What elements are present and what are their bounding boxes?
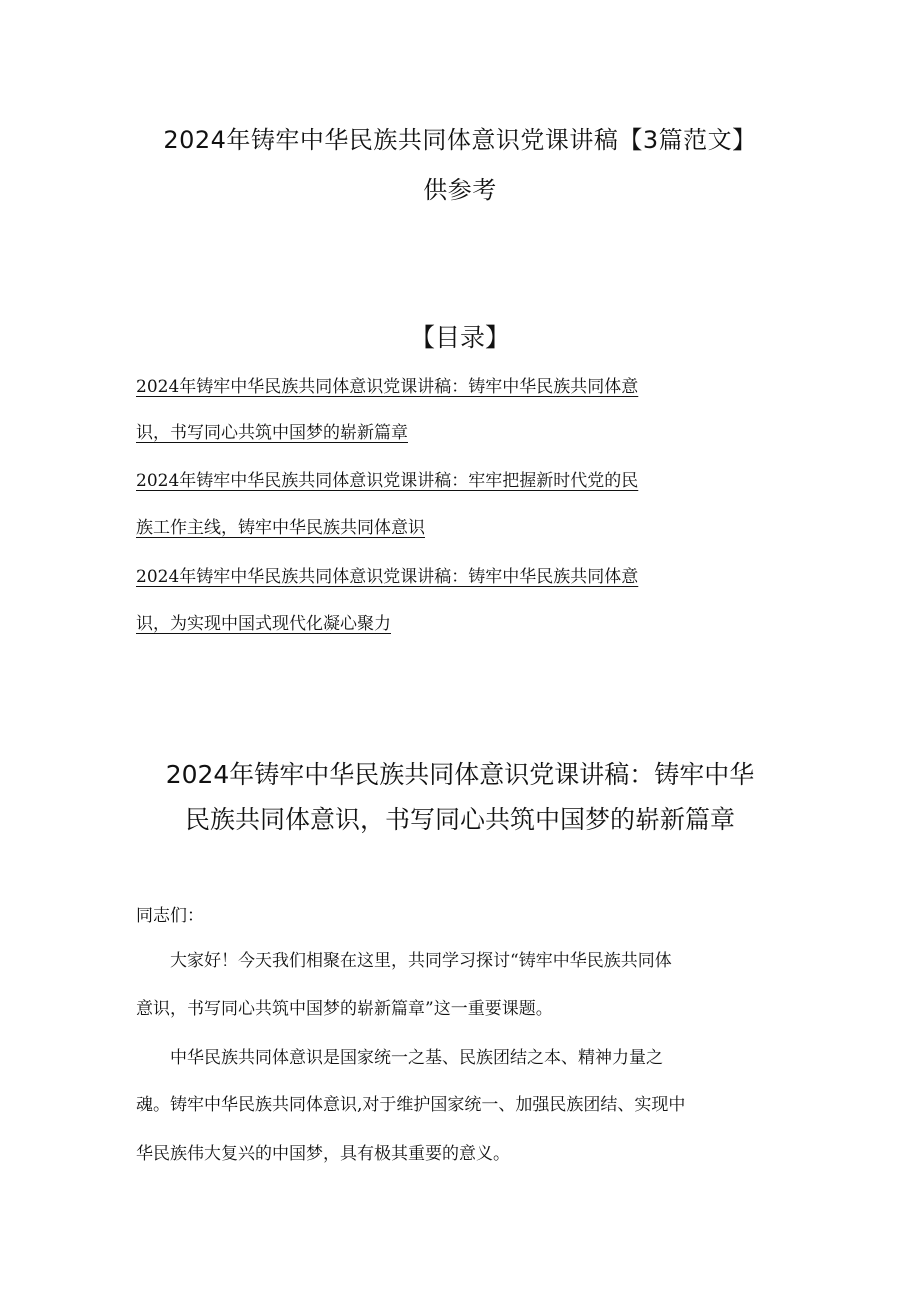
paragraph-line: 意识，书写同心共筑中国梦的崭新篇章”这一重要课题。 — [136, 999, 553, 1019]
section-heading-line1: 2024年铸牢中华民族共同体意识党课讲稿：铸牢中华 — [165, 760, 755, 789]
salutation: 同志们： — [136, 906, 204, 926]
toc-entry-3-line1[interactable]: 2024年铸牢中华民族共同体意识党课讲稿：铸牢中华民族共同体意 — [136, 567, 639, 587]
document-title-line1: 2024年铸牢中华民族共同体意识党课讲稿【3篇范文】 — [163, 126, 757, 154]
toc-heading: 【目录】 — [409, 323, 510, 352]
toc-entry-1-line2[interactable]: 识，书写同心共筑中国梦的崭新篇章 — [136, 423, 408, 443]
toc-entry-2-line2[interactable]: 族工作主线，铸牢中华民族共同体意识 — [136, 518, 425, 538]
paragraph-line: 大家好！今天我们相聚在这里，共同学习探讨“铸牢中华民族共同体 — [170, 951, 672, 971]
paragraph-line: 魂。铸牢中华民族共同体意识,对于维护国家统一、加强民族团结、实现中 — [136, 1095, 686, 1115]
section-heading-line2: 民族共同体意识，书写同心共筑中国梦的崭新篇章 — [184, 805, 735, 834]
document-title-line2: 供参考 — [423, 176, 497, 204]
toc-entry-1-line1[interactable]: 2024年铸牢中华民族共同体意识党课讲稿：铸牢中华民族共同体意 — [136, 377, 639, 397]
toc-entry-2-line1[interactable]: 2024年铸牢中华民族共同体意识党课讲稿：牢牢把握新时代党的民 — [136, 471, 639, 491]
paragraph-line: 华民族伟大复兴的中国梦，具有极其重要的意义。 — [136, 1144, 510, 1164]
toc-entry-3-line2[interactable]: 识，为实现中国式现代化凝心聚力 — [136, 614, 391, 634]
paragraph-line: 中华民族共同体意识是国家统一之基、民族团结之本、精神力量之 — [170, 1048, 663, 1068]
